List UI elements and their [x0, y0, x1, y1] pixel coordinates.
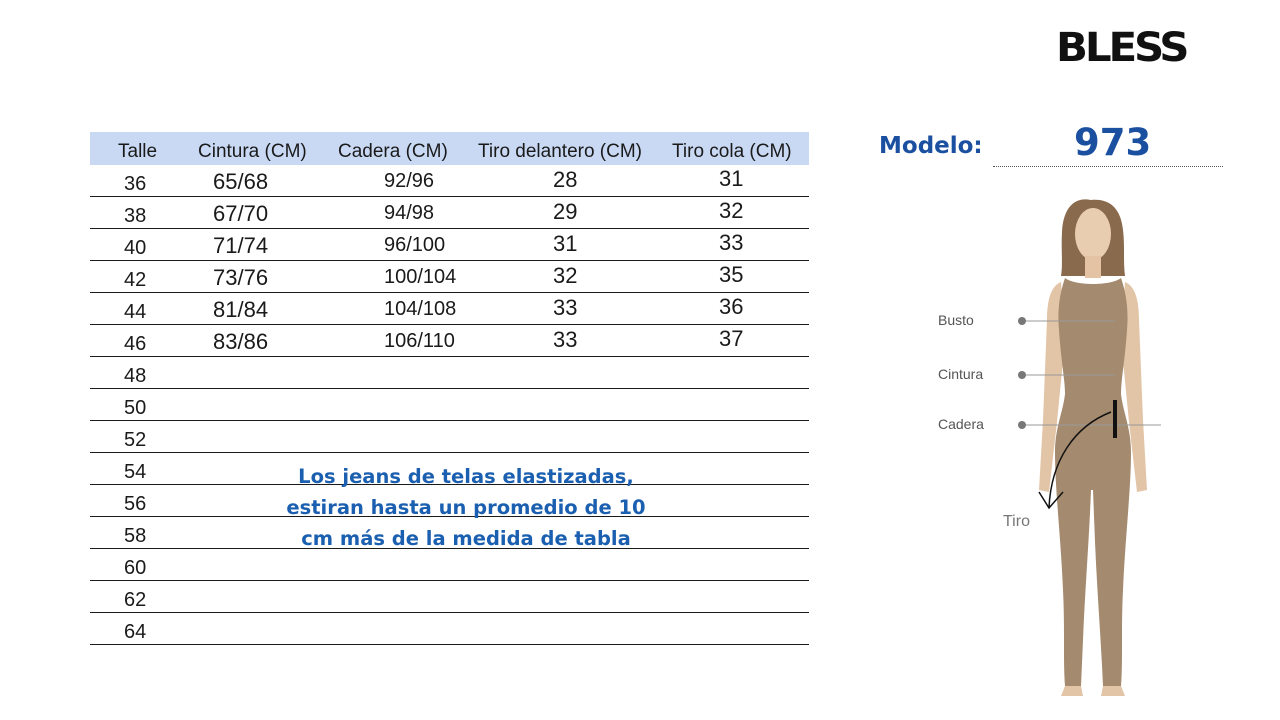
cell-cadera: 106/110 [384, 330, 455, 352]
modelo-value: 973 [1074, 121, 1152, 164]
label-cadera: Cadera [938, 416, 984, 432]
cell-talle: 64 [124, 621, 147, 643]
cell-tiro-delantero: 29 [553, 199, 578, 224]
stretch-note [266, 461, 666, 554]
cell-tiro-delantero: 32 [553, 263, 578, 288]
label-tiro: Tiro [1003, 513, 1030, 530]
cell-cintura: 71/74 [213, 233, 269, 258]
header-talle: Talle [118, 141, 158, 162]
cell-talle: 38 [124, 205, 147, 227]
cell-tiro-delantero: 33 [553, 295, 578, 320]
header-tiro-delantero: Tiro delantero (CM) [478, 141, 643, 162]
label-busto: Busto [938, 312, 974, 328]
cell-talle: 62 [124, 589, 147, 611]
cell-tiro-cola: 37 [719, 326, 744, 351]
cell-talle: 42 [124, 269, 147, 291]
cell-talle: 36 [124, 173, 147, 195]
cell-talle: 44 [124, 301, 147, 323]
cell-tiro-delantero: 33 [553, 327, 578, 352]
cell-cadera: 100/104 [384, 266, 457, 288]
header-cadera: Cadera (CM) [338, 141, 448, 162]
table-row [90, 421, 809, 453]
cell-tiro-cola: 36 [719, 294, 744, 319]
table-row [90, 197, 809, 229]
note-line: Los jeans de telas elastizadas, [298, 465, 634, 488]
cell-cadera: 94/98 [384, 202, 435, 224]
cell-talle: 46 [124, 333, 147, 355]
cell-cadera: 92/96 [384, 170, 435, 192]
cell-talle: 50 [124, 397, 147, 419]
cell-talle: 60 [124, 557, 147, 579]
cell-tiro-cola: 35 [719, 262, 744, 287]
cell-tiro-cola: 31 [719, 166, 744, 191]
table-row [90, 261, 809, 293]
cell-talle: 48 [124, 365, 147, 387]
header-cintura: Cintura (CM) [198, 141, 307, 162]
label-cintura: Cintura [938, 366, 984, 382]
modelo-underline [993, 166, 1223, 167]
cell-tiro-delantero: 31 [553, 231, 578, 256]
cell-cintura: 67/70 [213, 201, 269, 226]
table-row [90, 389, 809, 421]
cell-tiro-cola: 32 [719, 198, 744, 223]
table-body [90, 165, 809, 645]
cell-talle: 52 [124, 429, 147, 451]
cell-cintura: 65/68 [213, 169, 269, 194]
table-row [90, 293, 809, 325]
cell-talle: 54 [124, 461, 147, 483]
cell-cintura: 73/76 [213, 265, 269, 290]
cell-cintura: 83/86 [213, 329, 269, 354]
size-table [90, 132, 809, 645]
cell-talle: 40 [124, 237, 147, 259]
cell-tiro-delantero: 28 [553, 167, 578, 192]
table-row [90, 613, 809, 645]
body-measurement-figure [925, 190, 1185, 700]
cell-cadera: 104/108 [384, 298, 457, 320]
note-line: cm más de la medida de tabla [301, 527, 631, 550]
note-line: estiran hasta un promedio de 10 [286, 496, 646, 519]
header-tiro-cola: Tiro cola (CM) [672, 141, 792, 162]
modelo-label: Modelo: [879, 133, 983, 159]
table-row [90, 357, 809, 389]
table-header [90, 132, 809, 165]
cell-cadera: 96/100 [384, 234, 446, 256]
cell-talle: 56 [124, 493, 147, 515]
table-row [90, 581, 809, 613]
cell-tiro-cola: 33 [719, 230, 744, 255]
table-row [90, 229, 809, 261]
brand-logo: BLESS [1056, 25, 1187, 71]
table-row [90, 325, 809, 357]
table-row [90, 165, 809, 197]
cell-talle: 58 [124, 525, 147, 547]
cell-cintura: 81/84 [213, 297, 269, 322]
body-silhouette [925, 190, 1185, 700]
